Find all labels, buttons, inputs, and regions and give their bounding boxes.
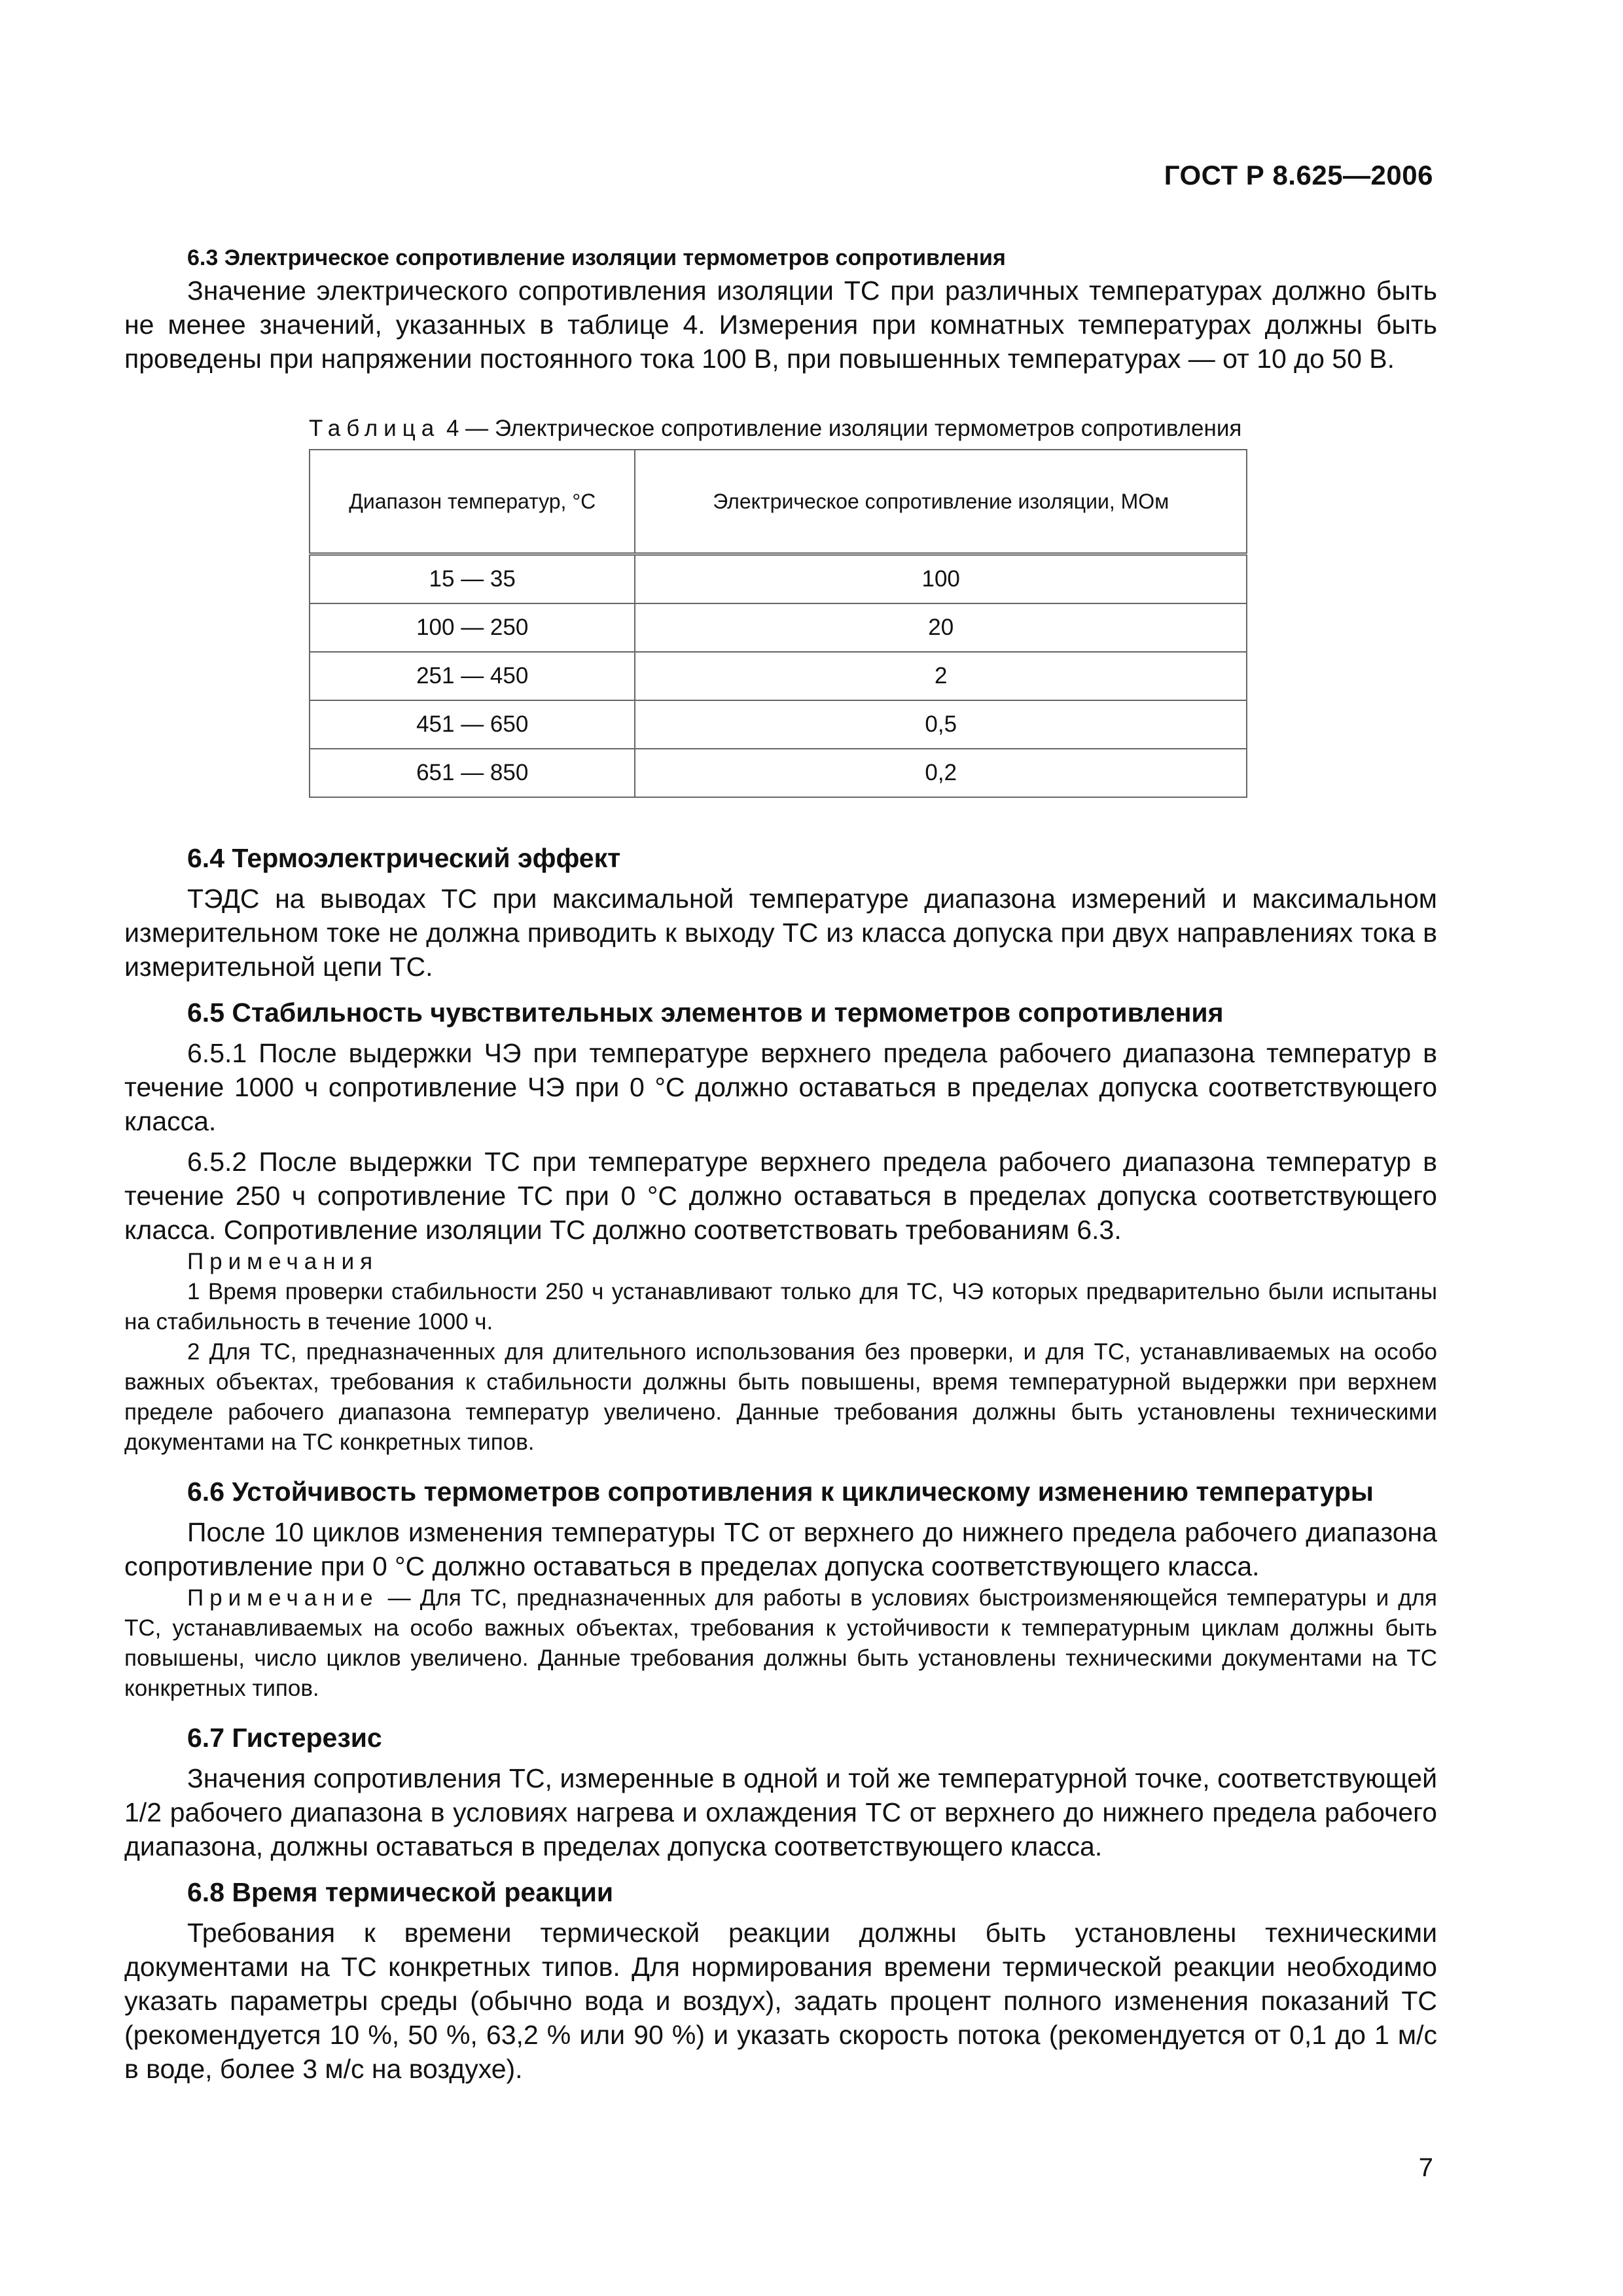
- page-number: 7: [1418, 2153, 1433, 2182]
- note-text: — Для ТС, предназначенных для работы в условиях быстроизменяющейся температуры и для ТС, устанавливаемых на особо важных объектах, требования к устойчивости к температурным циклам должны быть повышены, число циклов увеличено. Данные требования должны быть установлены техническими документами на ТС конкретных типов.: [124, 1585, 1437, 1701]
- table-row: [310, 554, 1247, 604]
- section-6-6-heading: 6.6 Устойчивость термометров сопротивления к циклическому изменению температуры: [187, 1477, 1374, 1507]
- section-6-5-heading: 6.5 Стабильность чувствительных элементов и термометров сопротивления: [187, 997, 1224, 1028]
- section-6-4-heading: 6.4 Термоэлектрический эффект: [187, 843, 621, 873]
- section-6-7-paragraph: Значения сопротивления ТС, измеренные в одной и той же температурной точке, соответствующей 1/2 рабочего диапазона в условиях нагрева и охлаждения ТС от верхнего до нижнего предела рабочего диапазона, должны оставаться в пределах допуска соответствующего класса.: [124, 1763, 1437, 1861]
- table-caption-label: Таблица: [309, 416, 440, 441]
- section-6-3-paragraph: Значение электрического сопротивления изоляции ТС при различных температурах должно быть не менее значений, указанных в таблице 4. Измерения при комнатных температурах должны быть проведены при напряжении постоянного тока 100 В, при повышенных температурах — от 10 до 50 В.: [124, 276, 1437, 374]
- table-cell-resistance: 2: [635, 652, 1247, 700]
- section-6-8-heading: 6.8 Время термической реакции: [187, 1877, 614, 1907]
- table-cell-resistance: 20: [635, 603, 1247, 652]
- section-6-4-paragraph: ТЭДС на выводах ТС при максимальной температуре диапазона измерений и максимальном измерительном токе не должна приводить к выходу ТС из класса допуска при двух направлениях тока в измерительной цепи ТС.: [124, 884, 1437, 982]
- table-row: [310, 652, 1247, 700]
- section-6-7-heading: 6.7 Гистерезис: [187, 1723, 382, 1753]
- table-cell-range: 251 — 450: [310, 652, 635, 700]
- table-4-caption: [309, 415, 1247, 442]
- section-6-5-1-paragraph: 6.5.1 После выдержки ЧЭ при температуре верхнего предела рабочего диапазона температур в течение 1000 ч сопротивление ЧЭ при 0 °С должно оставаться в пределах допуска соответствующего класса.: [124, 1038, 1437, 1136]
- column-header-temperature-range: Диапазон температур, °С: [310, 450, 635, 554]
- note-1: 1 Время проверки стабильности 250 ч устанавливают только для ТС, ЧЭ которых предварительно были испытаны на стабильность в течение 1000 ч.: [124, 1279, 1437, 1335]
- table-cell-range: 15 — 35: [310, 554, 635, 604]
- table-4: [309, 415, 1247, 798]
- section-6-3-heading: 6.3 Электрическое сопротивление изоляции термометров сопротивления: [187, 245, 1006, 270]
- table-cell-resistance: 0,2: [635, 749, 1247, 797]
- note-label: Примечание: [187, 1585, 379, 1611]
- column-header-insulation-resistance: Электрическое сопротивление изоляции, МОм: [635, 450, 1247, 554]
- insulation-resistance-table: [309, 449, 1247, 798]
- table-cell-resistance: 0,5: [635, 700, 1247, 749]
- section-6-6-note: [124, 1583, 1437, 1704]
- table-header-row: [310, 450, 1247, 554]
- table-row: [310, 749, 1247, 797]
- note-2: 2 Для ТС, предназначенных для длительного использования без проверки, и для ТС, устанавливаемых на особо важных объектах, требования к стабильности должны быть повышены, время температурной выдержки при верхнем пределе рабочего диапазона температур увеличено. Данные требования должны быть установлены техническими документами на ТС конкретных типов.: [124, 1339, 1437, 1455]
- table-cell-range: 651 — 850: [310, 749, 635, 797]
- table-caption-text: 4 — Электрическое сопротивление изоляции термометров сопротивления: [446, 416, 1242, 441]
- section-6-6-paragraph: После 10 циклов изменения температуры ТС от верхнего до нижнего предела рабочего диапазона сопротивление при 0 °С должно оставаться в пределах допуска соответствующего класса.: [124, 1517, 1437, 1581]
- table-cell-range: 100 — 250: [310, 603, 635, 652]
- table-row: [310, 603, 1247, 652]
- notes-label: Примечания: [187, 1249, 379, 1274]
- table-row: [310, 700, 1247, 749]
- table-cell-resistance: 100: [635, 554, 1247, 604]
- section-6-8-paragraph: Требования к времени термической реакции должны быть установлены техническими документами на ТС конкретных типов. Для нормирования времени термической реакции необходимо указать параметры среды (обычно вода и воздух), задать процент полного изменения показаний ТС (рекомендуется 10 %, 50 %, 63,2 % или 90 %) и указать скорость потока (рекомендуется от 0,1 до 1 м/с в воде, более 3 м/с на воздухе).: [124, 1918, 1437, 2084]
- document-id-header: ГОСТ Р 8.625—2006: [1164, 160, 1433, 190]
- section-6-5-2-paragraph: 6.5.2 После выдержки ТС при температуре верхнего предела рабочего диапазона температур в течение 250 ч сопротивление ТС при 0 °С должно оставаться в пределах допуска соответствующего класса. Сопротивление изоляции ТС должно соответствовать требованиям 6.3.: [124, 1147, 1437, 1245]
- table-cell-range: 451 — 650: [310, 700, 635, 749]
- page-content: [124, 242, 1437, 2086]
